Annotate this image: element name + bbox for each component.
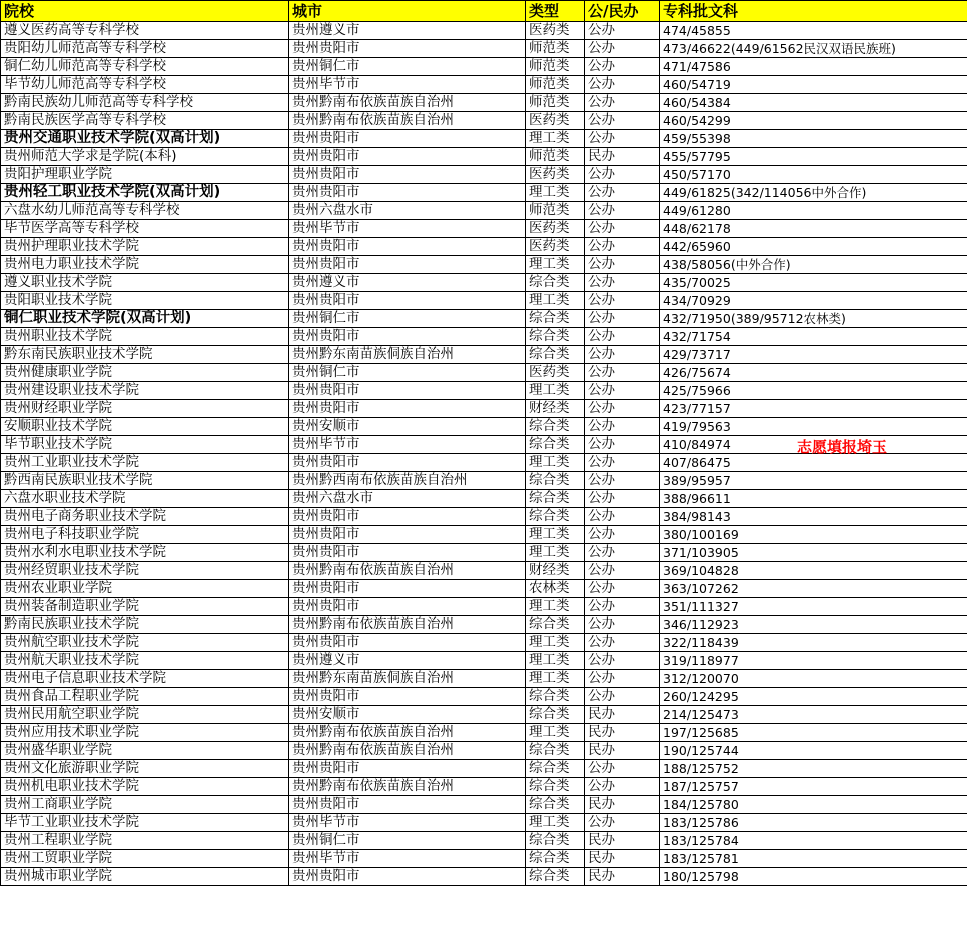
cell-ownership: 民办 (585, 868, 660, 886)
table-row (1, 652, 967, 670)
cell-school: 贵州文化旅游职业学院 (1, 760, 289, 778)
cell-city: 贵州黔东南苗族侗族自治州 (289, 346, 526, 364)
header-city: 城市 (289, 1, 526, 22)
cell-school: 贵州护理职业技术学院 (1, 238, 289, 256)
cell-ownership: 公办 (585, 202, 660, 220)
cell-school: 贵州装备制造职业学院 (1, 598, 289, 616)
cell-score: 432/71950(389/95712农林类) (660, 310, 967, 328)
cell-type: 综合类 (526, 328, 585, 346)
cell-ownership: 公办 (585, 220, 660, 238)
cell-ownership: 公办 (585, 616, 660, 634)
cell-score: 380/100169 (660, 526, 967, 544)
cell-score: 187/125757 (660, 778, 967, 796)
cell-ownership: 公办 (585, 580, 660, 598)
cell-city: 贵州六盘水市 (289, 490, 526, 508)
cell-ownership: 公办 (585, 76, 660, 94)
table-row (1, 796, 967, 814)
cell-city: 贵州六盘水市 (289, 202, 526, 220)
header-type: 类型 (526, 1, 585, 22)
cell-school: 贵州工商职业学院 (1, 796, 289, 814)
cell-score: 419/79563 (660, 418, 967, 436)
cell-type: 理工类 (526, 256, 585, 274)
cell-type: 综合类 (526, 868, 585, 886)
cell-type: 理工类 (526, 670, 585, 688)
cell-ownership: 公办 (585, 166, 660, 184)
cell-ownership: 公办 (585, 256, 660, 274)
cell-school: 贵州建设职业技术学院 (1, 382, 289, 400)
cell-school: 安顺职业技术学院 (1, 418, 289, 436)
cell-school: 遵义医药高等专科学校 (1, 22, 289, 40)
cell-score: 449/61280 (660, 202, 967, 220)
table-row (1, 778, 967, 796)
cell-score: 459/55398 (660, 130, 967, 148)
cell-city: 贵州黔南布依族苗族自治州 (289, 562, 526, 580)
cell-score: 429/73717 (660, 346, 967, 364)
cell-city: 贵州毕节市 (289, 76, 526, 94)
cell-school: 贵州航空职业技术学院 (1, 634, 289, 652)
cell-school: 贵州民用航空职业学院 (1, 706, 289, 724)
cell-school: 贵州财经职业学院 (1, 400, 289, 418)
cell-ownership: 公办 (585, 760, 660, 778)
cell-ownership: 公办 (585, 292, 660, 310)
cell-score: 474/45855 (660, 22, 967, 40)
cell-city: 贵州贵阳市 (289, 130, 526, 148)
table-row (1, 418, 967, 436)
cell-type: 师范类 (526, 76, 585, 94)
cell-score: 322/118439 (660, 634, 967, 652)
table-row (1, 490, 967, 508)
cell-type: 医药类 (526, 112, 585, 130)
cell-ownership: 公办 (585, 400, 660, 418)
cell-school: 毕节幼儿师范高等专科学校 (1, 76, 289, 94)
cell-school: 毕节工业职业技术学院 (1, 814, 289, 832)
header-ownership: 公/民办 (585, 1, 660, 22)
cell-school: 黔东南民族职业技术学院 (1, 346, 289, 364)
cell-city: 贵州贵阳市 (289, 292, 526, 310)
cell-type: 综合类 (526, 850, 585, 868)
header-school: 院校 (1, 1, 289, 22)
cell-school: 贵州健康职业学院 (1, 364, 289, 382)
table-row (1, 868, 967, 886)
cell-score: 388/96611 (660, 490, 967, 508)
cell-ownership: 民办 (585, 706, 660, 724)
cell-score: 425/75966 (660, 382, 967, 400)
cell-type: 理工类 (526, 634, 585, 652)
table-row (1, 58, 967, 76)
cell-city: 贵州贵阳市 (289, 400, 526, 418)
cell-school: 铜仁职业技术学院(双高计划) (1, 310, 289, 328)
cell-school: 毕节医学高等专科学校 (1, 220, 289, 238)
cell-ownership: 公办 (585, 238, 660, 256)
cell-city: 贵州毕节市 (289, 436, 526, 454)
cell-type: 理工类 (526, 724, 585, 742)
cell-type: 综合类 (526, 346, 585, 364)
cell-score: 434/70929 (660, 292, 967, 310)
cell-score: 471/47586 (660, 58, 967, 76)
cell-school: 贵阳职业技术学院 (1, 292, 289, 310)
cell-type: 综合类 (526, 778, 585, 796)
cell-score: 450/57170 (660, 166, 967, 184)
cell-ownership: 公办 (585, 418, 660, 436)
cell-city: 贵州毕节市 (289, 850, 526, 868)
cell-ownership: 公办 (585, 526, 660, 544)
header-score: 专科批文科 (660, 1, 967, 22)
cell-type: 综合类 (526, 616, 585, 634)
table-row (1, 310, 967, 328)
cell-city: 贵州贵阳市 (289, 634, 526, 652)
cell-city: 贵州贵阳市 (289, 184, 526, 202)
cell-ownership: 公办 (585, 310, 660, 328)
cell-city: 贵州黔南布依族苗族自治州 (289, 778, 526, 796)
cell-school: 贵州航天职业技术学院 (1, 652, 289, 670)
cell-ownership: 公办 (585, 598, 660, 616)
cell-type: 理工类 (526, 130, 585, 148)
cell-score: 183/125784 (660, 832, 967, 850)
cell-type: 医药类 (526, 220, 585, 238)
table-row (1, 184, 967, 202)
cell-city: 贵州贵阳市 (289, 166, 526, 184)
cell-type: 理工类 (526, 814, 585, 832)
table-row (1, 22, 967, 40)
cell-city: 贵州贵阳市 (289, 526, 526, 544)
cell-type: 财经类 (526, 562, 585, 580)
cell-score: 351/111327 (660, 598, 967, 616)
cell-score: 410/84974 (660, 436, 967, 454)
cell-score: 183/125786 (660, 814, 967, 832)
cell-score: 460/54719 (660, 76, 967, 94)
cell-school: 铜仁幼儿师范高等专科学校 (1, 58, 289, 76)
cell-school: 遵义职业技术学院 (1, 274, 289, 292)
cell-ownership: 公办 (585, 184, 660, 202)
cell-ownership: 公办 (585, 274, 660, 292)
cell-school: 贵州水利水电职业技术学院 (1, 544, 289, 562)
cell-score: 435/70025 (660, 274, 967, 292)
cell-school: 贵州电子信息职业技术学院 (1, 670, 289, 688)
cell-school: 贵州经贸职业技术学院 (1, 562, 289, 580)
cell-city: 贵州遵义市 (289, 274, 526, 292)
cell-ownership: 公办 (585, 454, 660, 472)
cell-type: 综合类 (526, 418, 585, 436)
cell-ownership: 公办 (585, 670, 660, 688)
cell-type: 综合类 (526, 436, 585, 454)
cell-city: 贵州贵阳市 (289, 508, 526, 526)
cell-city: 贵州贵阳市 (289, 148, 526, 166)
cell-score: 448/62178 (660, 220, 967, 238)
table-row (1, 562, 967, 580)
cell-school: 六盘水职业技术学院 (1, 490, 289, 508)
cell-type: 医药类 (526, 364, 585, 382)
cell-city: 贵州贵阳市 (289, 868, 526, 886)
cell-city: 贵州毕节市 (289, 220, 526, 238)
cell-school: 贵州工程职业学院 (1, 832, 289, 850)
table-row (1, 706, 967, 724)
cell-city: 贵州铜仁市 (289, 58, 526, 76)
cell-type: 理工类 (526, 652, 585, 670)
table-row (1, 814, 967, 832)
cell-city: 贵州黔南布依族苗族自治州 (289, 742, 526, 760)
cell-city: 贵州贵阳市 (289, 544, 526, 562)
table-row (1, 76, 967, 94)
table-row (1, 598, 967, 616)
cell-school: 贵州职业技术学院 (1, 328, 289, 346)
table-row (1, 724, 967, 742)
table-row (1, 472, 967, 490)
cell-score: 363/107262 (660, 580, 967, 598)
cell-type: 理工类 (526, 526, 585, 544)
cell-score: 438/58056(中外合作) (660, 256, 967, 274)
cell-type: 医药类 (526, 22, 585, 40)
cell-score: 389/95957 (660, 472, 967, 490)
cell-school: 贵州应用技术职业学院 (1, 724, 289, 742)
cell-score: 180/125798 (660, 868, 967, 886)
cell-ownership: 公办 (585, 328, 660, 346)
table-row (1, 40, 967, 58)
cell-school: 贵阳幼儿师范高等专科学校 (1, 40, 289, 58)
cell-score: 407/86475 (660, 454, 967, 472)
cell-type: 理工类 (526, 544, 585, 562)
cell-score: 346/112923 (660, 616, 967, 634)
cell-type: 理工类 (526, 454, 585, 472)
cell-score: 473/46622(449/61562民汉双语民族班) (660, 40, 967, 58)
cell-school: 毕节职业技术学院 (1, 436, 289, 454)
cell-city: 贵州黔南布依族苗族自治州 (289, 616, 526, 634)
cell-score: 260/124295 (660, 688, 967, 706)
table-row (1, 238, 967, 256)
cell-city: 贵州贵阳市 (289, 328, 526, 346)
table-row (1, 688, 967, 706)
cell-city: 贵州贵阳市 (289, 382, 526, 400)
cell-school: 贵阳护理职业学院 (1, 166, 289, 184)
cell-city: 贵州铜仁市 (289, 832, 526, 850)
cell-ownership: 公办 (585, 472, 660, 490)
table-row (1, 328, 967, 346)
cell-score: 369/104828 (660, 562, 967, 580)
cell-ownership: 公办 (585, 814, 660, 832)
cell-ownership: 公办 (585, 778, 660, 796)
cell-type: 理工类 (526, 382, 585, 400)
cell-type: 综合类 (526, 508, 585, 526)
table-row (1, 832, 967, 850)
cell-ownership: 公办 (585, 40, 660, 58)
cell-score: 460/54384 (660, 94, 967, 112)
cell-school: 贵州电子科技职业学院 (1, 526, 289, 544)
cell-ownership: 公办 (585, 346, 660, 364)
cell-school: 贵州盛华职业学院 (1, 742, 289, 760)
cell-ownership: 公办 (585, 58, 660, 76)
watermark-text: 志愿填报埼玉 (797, 438, 888, 456)
cell-ownership: 公办 (585, 130, 660, 148)
cell-score: 214/125473 (660, 706, 967, 724)
table-row (1, 508, 967, 526)
cell-school: 黔南民族职业技术学院 (1, 616, 289, 634)
cell-score: 371/103905 (660, 544, 967, 562)
cell-score: 426/75674 (660, 364, 967, 382)
cell-score: 442/65960 (660, 238, 967, 256)
cell-type: 农林类 (526, 580, 585, 598)
cell-ownership: 公办 (585, 364, 660, 382)
cell-city: 贵州遵义市 (289, 652, 526, 670)
cell-city: 贵州贵阳市 (289, 688, 526, 706)
cell-ownership: 民办 (585, 724, 660, 742)
cell-school: 黔南民族医学高等专科学校 (1, 112, 289, 130)
cell-city: 贵州贵阳市 (289, 256, 526, 274)
table-row (1, 634, 967, 652)
cell-city: 贵州贵阳市 (289, 238, 526, 256)
cell-type: 理工类 (526, 292, 585, 310)
cell-city: 贵州黔东南苗族侗族自治州 (289, 670, 526, 688)
cell-city: 贵州铜仁市 (289, 364, 526, 382)
cell-city: 贵州铜仁市 (289, 310, 526, 328)
table-row (1, 670, 967, 688)
cell-ownership: 公办 (585, 544, 660, 562)
cell-ownership: 公办 (585, 490, 660, 508)
cell-ownership: 民办 (585, 148, 660, 166)
cell-school: 贵州师范大学求是学院(本科) (1, 148, 289, 166)
cell-type: 综合类 (526, 832, 585, 850)
table-row (1, 94, 967, 112)
cell-score: 384/98143 (660, 508, 967, 526)
table-row (1, 274, 967, 292)
cell-type: 综合类 (526, 796, 585, 814)
cell-ownership: 公办 (585, 634, 660, 652)
cell-city: 贵州遵义市 (289, 22, 526, 40)
cell-school: 贵州轻工职业技术学院(双高计划) (1, 184, 289, 202)
cell-school: 贵州电子商务职业技术学院 (1, 508, 289, 526)
cell-city: 贵州安顺市 (289, 706, 526, 724)
cell-school: 贵州农业职业学院 (1, 580, 289, 598)
cell-ownership: 公办 (585, 652, 660, 670)
table-row (1, 850, 967, 868)
cell-score: 197/125685 (660, 724, 967, 742)
cell-school: 黔西南民族职业技术学院 (1, 472, 289, 490)
cell-ownership: 公办 (585, 382, 660, 400)
table-row (1, 742, 967, 760)
table-row (1, 292, 967, 310)
cell-school: 贵州城市职业学院 (1, 868, 289, 886)
table-row (1, 148, 967, 166)
cell-school: 六盘水幼儿师范高等专科学校 (1, 202, 289, 220)
cell-type: 综合类 (526, 472, 585, 490)
cell-score: 188/125752 (660, 760, 967, 778)
cell-city: 贵州黔南布依族苗族自治州 (289, 112, 526, 130)
cell-ownership: 公办 (585, 112, 660, 130)
cell-ownership: 民办 (585, 832, 660, 850)
table-row (1, 112, 967, 130)
cell-city: 贵州贵阳市 (289, 454, 526, 472)
table-row (1, 130, 967, 148)
cell-type: 综合类 (526, 760, 585, 778)
cell-type: 综合类 (526, 274, 585, 292)
cell-score: 449/61825(342/114056中外合作) (660, 184, 967, 202)
cell-city: 贵州贵阳市 (289, 796, 526, 814)
cell-city: 贵州黔南布依族苗族自治州 (289, 94, 526, 112)
cell-score: 183/125781 (660, 850, 967, 868)
cell-type: 医药类 (526, 238, 585, 256)
cell-score: 319/118977 (660, 652, 967, 670)
cell-type: 综合类 (526, 688, 585, 706)
cell-type: 师范类 (526, 148, 585, 166)
table-row (1, 544, 967, 562)
cell-school: 黔南民族幼儿师范高等专科学校 (1, 94, 289, 112)
cell-ownership: 公办 (585, 688, 660, 706)
table-row (1, 382, 967, 400)
table-row (1, 580, 967, 598)
cell-type: 师范类 (526, 94, 585, 112)
cell-score: 432/71754 (660, 328, 967, 346)
cell-city: 贵州黔南布依族苗族自治州 (289, 724, 526, 742)
table-row (1, 256, 967, 274)
cell-ownership: 公办 (585, 508, 660, 526)
cell-city: 贵州贵阳市 (289, 40, 526, 58)
cell-type: 理工类 (526, 184, 585, 202)
cell-score: 190/125744 (660, 742, 967, 760)
cell-school: 贵州工业职业技术学院 (1, 454, 289, 472)
cell-type: 综合类 (526, 310, 585, 328)
table-row (1, 616, 967, 634)
cell-type: 医药类 (526, 166, 585, 184)
table-row (1, 220, 967, 238)
table-row (1, 346, 967, 364)
cell-city: 贵州安顺市 (289, 418, 526, 436)
cell-type: 师范类 (526, 40, 585, 58)
cell-type: 综合类 (526, 490, 585, 508)
cell-ownership: 民办 (585, 742, 660, 760)
cell-score: 423/77157 (660, 400, 967, 418)
table-row (1, 400, 967, 418)
cell-type: 财经类 (526, 400, 585, 418)
cell-city: 贵州贵阳市 (289, 580, 526, 598)
cell-ownership: 公办 (585, 94, 660, 112)
header-row (1, 1, 967, 22)
cell-ownership: 民办 (585, 850, 660, 868)
cell-type: 综合类 (526, 706, 585, 724)
cell-ownership: 民办 (585, 796, 660, 814)
table-row (1, 760, 967, 778)
cell-type: 理工类 (526, 598, 585, 616)
table-row (1, 166, 967, 184)
table-row (1, 202, 967, 220)
cell-city: 贵州黔西南布依族苗族自治州 (289, 472, 526, 490)
table-row (1, 526, 967, 544)
cell-city: 贵州贵阳市 (289, 598, 526, 616)
cell-type: 师范类 (526, 202, 585, 220)
cell-school: 贵州机电职业技术学院 (1, 778, 289, 796)
cell-ownership: 公办 (585, 22, 660, 40)
cell-score: 455/57795 (660, 148, 967, 166)
cell-score: 460/54299 (660, 112, 967, 130)
table-row (1, 364, 967, 382)
cell-city: 贵州毕节市 (289, 814, 526, 832)
cell-score: 312/120070 (660, 670, 967, 688)
cell-school: 贵州食品工程职业学院 (1, 688, 289, 706)
cell-city: 贵州贵阳市 (289, 760, 526, 778)
cell-school: 贵州电力职业技术学院 (1, 256, 289, 274)
cell-school: 贵州交通职业技术学院(双高计划) (1, 130, 289, 148)
cell-school: 贵州工贸职业学院 (1, 850, 289, 868)
cell-type: 师范类 (526, 58, 585, 76)
cell-ownership: 公办 (585, 436, 660, 454)
cell-score: 184/125780 (660, 796, 967, 814)
cell-type: 综合类 (526, 742, 585, 760)
cell-ownership: 公办 (585, 562, 660, 580)
